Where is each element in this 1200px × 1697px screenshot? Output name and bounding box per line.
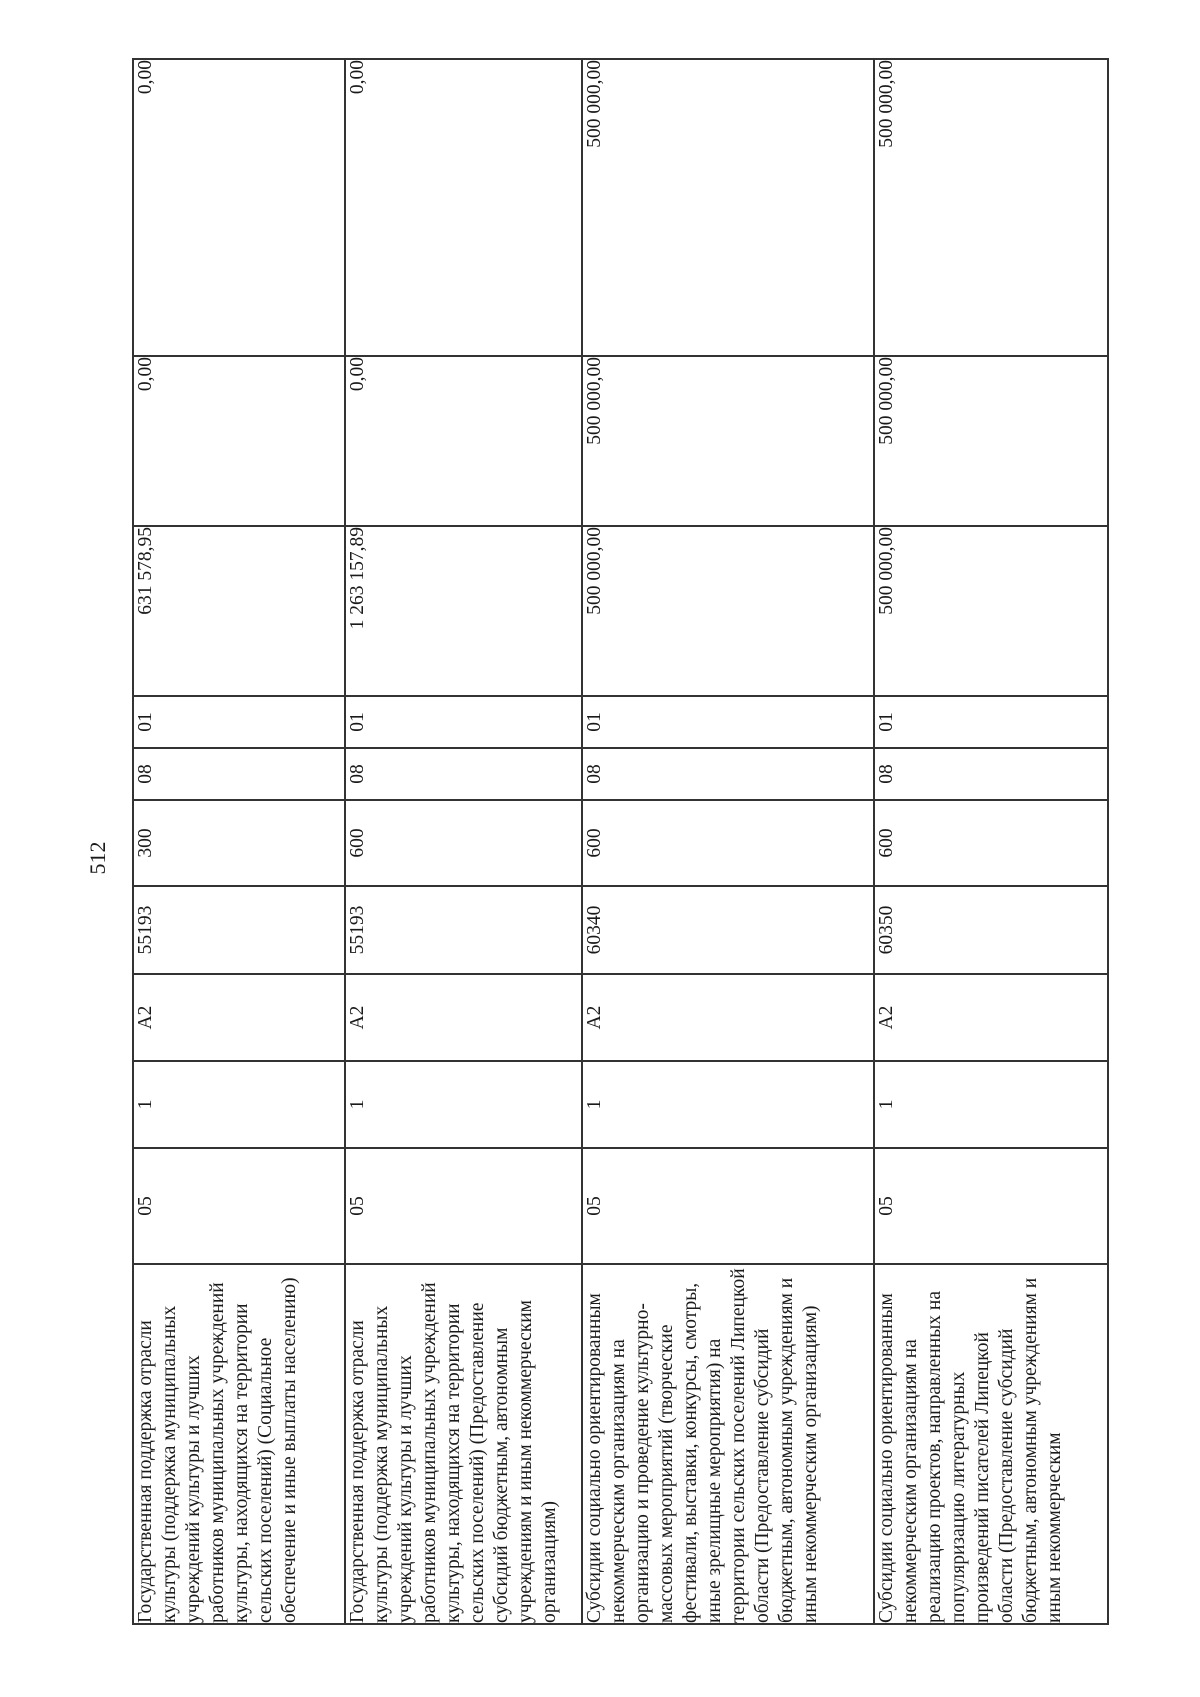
code-cell: 1	[345, 1061, 582, 1148]
code-cell: 01	[874, 696, 1108, 748]
code-cell: 08	[874, 748, 1108, 800]
table-row	[874, 59, 1108, 1624]
code-cell: 01	[345, 696, 582, 748]
row-description: Государственная поддержка отрасли культуры (поддержка муниципальных учреждений культуры и лучших работников муниципальных учреждений культуры, находящихся на территории сельских поселений) (Предоставление субсидий бюджетным, автономным учреждениям и иным некоммерческим организациям)	[345, 1264, 582, 1624]
code-cell: 55193	[133, 886, 345, 974]
code-cell: 05	[582, 1148, 874, 1264]
amount-cell: 500 000,00	[874, 356, 1108, 526]
code-cell: 1	[874, 1061, 1108, 1148]
amount-cell: 0,00	[133, 59, 345, 356]
row-description: Субсидии социально ориентированным некоммерческим организациям на реализацию проектов, направленных на популяризацию литературных произведений писателей Липецкой области (Предоставление субсидий бюджетным, автономным учреждениям и иным некоммерческим	[874, 1264, 1108, 1624]
code-cell: 01	[582, 696, 874, 748]
amount-cell: 0,00	[133, 356, 345, 526]
code-cell: 08	[582, 748, 874, 800]
row-description: Государственная поддержка отрасли культуры (поддержка муниципальных учреждений культуры и лучших работников муниципальных учреждений культуры, находящихся на территории сельских поселений) (Социальное обеспечение и иные выплаты населению)	[133, 1264, 345, 1624]
amount-cell: 631 578,95	[133, 526, 345, 696]
code-cell: 60340	[582, 886, 874, 974]
amount-cell: 500 000,00	[582, 526, 874, 696]
amount-cell: 500 000,00	[582, 59, 874, 356]
code-cell: 300	[133, 800, 345, 886]
code-cell: A2	[133, 974, 345, 1061]
code-cell: 600	[874, 800, 1108, 886]
amount-cell: 500 000,00	[874, 59, 1108, 356]
code-cell: 1	[582, 1061, 874, 1148]
table-row	[133, 59, 345, 1624]
code-cell: 600	[345, 800, 582, 886]
code-cell: A2	[345, 974, 582, 1061]
amount-cell: 1 263 157,89	[345, 526, 582, 696]
amount-cell: 500 000,00	[874, 526, 1108, 696]
page-number: 512	[85, 841, 110, 875]
budget-table	[132, 58, 1109, 1625]
code-cell: 55193	[345, 886, 582, 974]
code-cell: 05	[133, 1148, 345, 1264]
code-cell: 60350	[874, 886, 1108, 974]
amount-cell: 500 000,00	[582, 356, 874, 526]
code-cell: A2	[582, 974, 874, 1061]
code-cell: 1	[133, 1061, 345, 1148]
row-description: Субсидии социально ориентированным некоммерческим организациям на организацию и проведение культурно-массовых мероприятий (творческие фестивали, выставки, конкурсы, смотры, иные зрелищные мероприятия) на территории сельских поселений Липецкой области (Предоставление субсидий бюджетным, автономным учреждениям и иным некоммерческим организациям)	[582, 1264, 874, 1624]
table-row	[345, 59, 582, 1624]
code-cell: 600	[582, 800, 874, 886]
code-cell: A2	[874, 974, 1108, 1061]
code-cell: 05	[874, 1148, 1108, 1264]
amount-cell: 0,00	[345, 356, 582, 526]
code-cell: 08	[133, 748, 345, 800]
code-cell: 05	[345, 1148, 582, 1264]
amount-cell: 0,00	[345, 59, 582, 356]
code-cell: 01	[133, 696, 345, 748]
table-row	[582, 59, 874, 1624]
rotated-table-container	[132, 60, 1107, 1625]
code-cell: 08	[345, 748, 582, 800]
